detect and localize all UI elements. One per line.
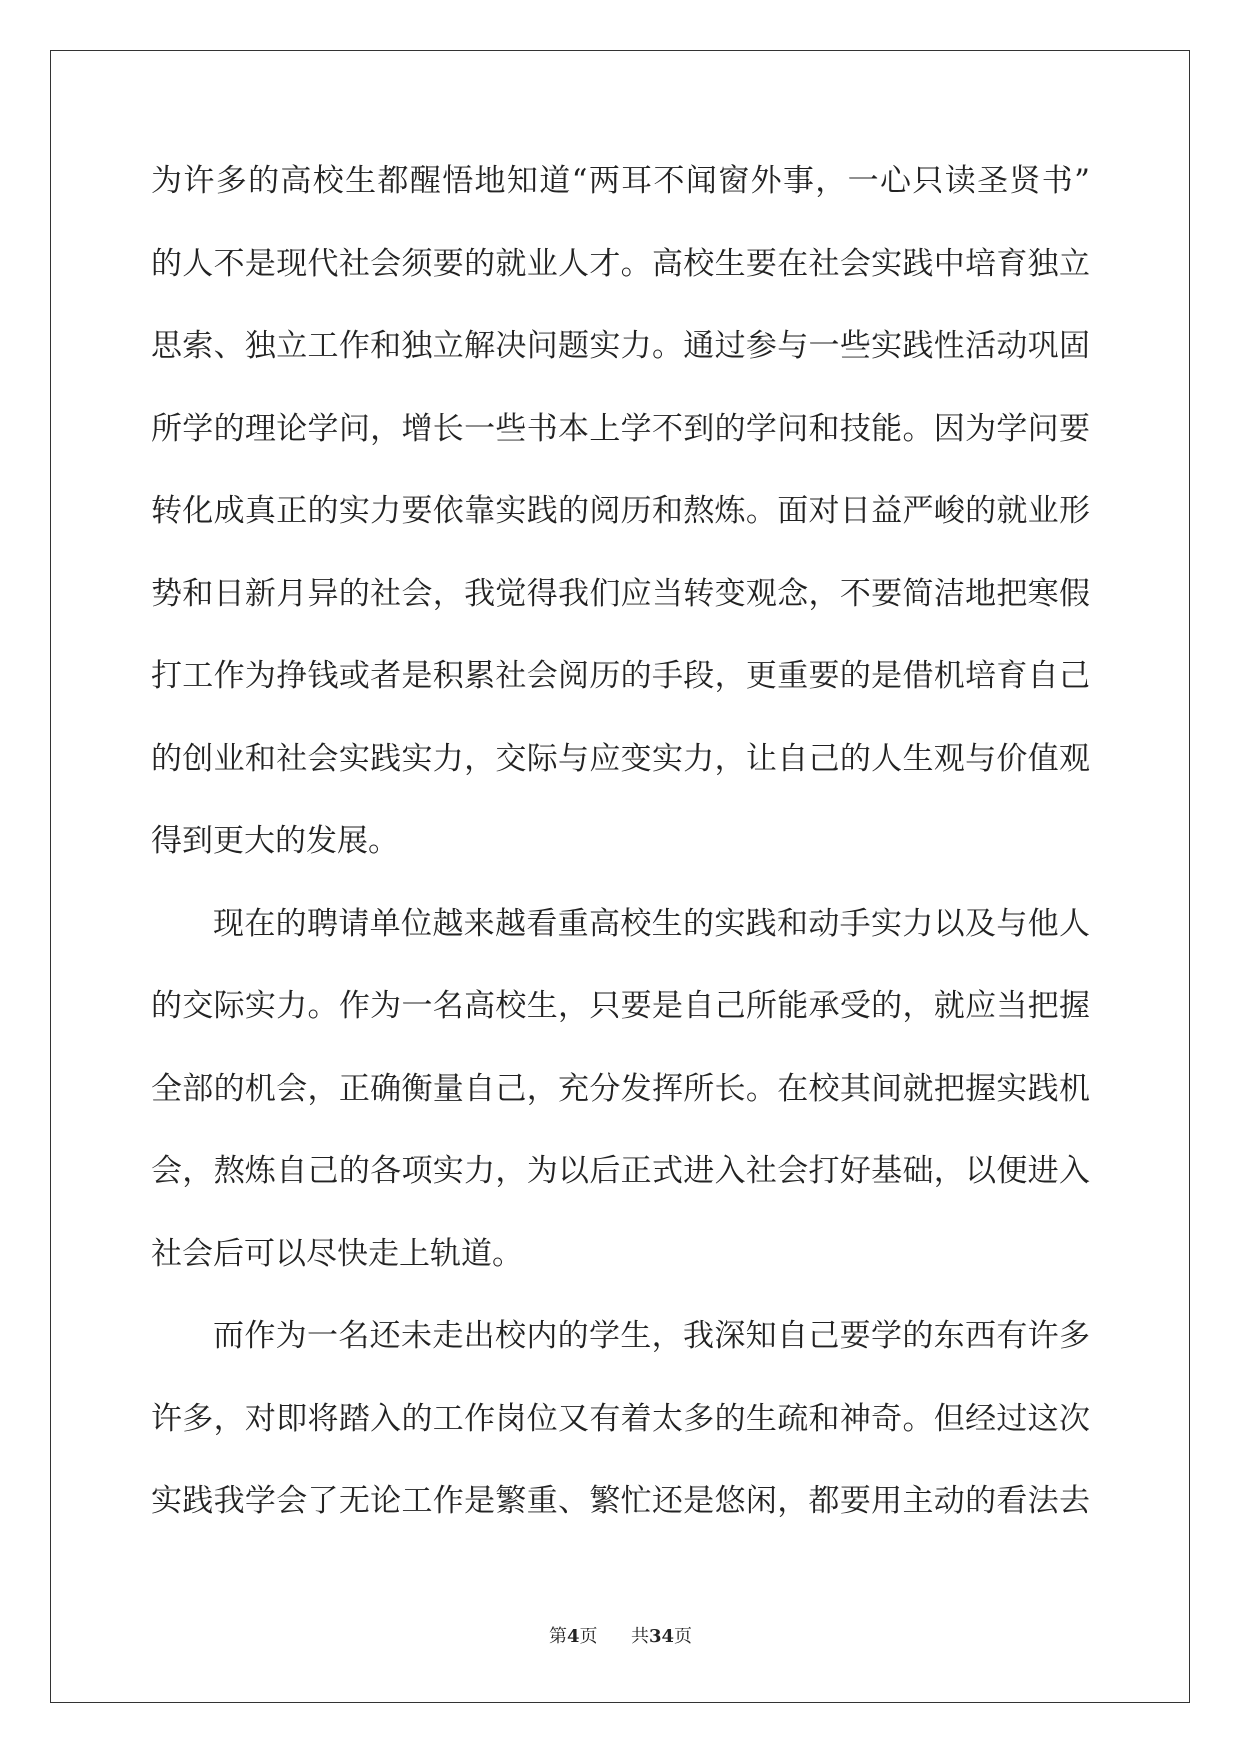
page-number: 4 — [566, 1626, 580, 1647]
text-line: 全部的机会，正确衡量自己，充分发挥所长。在校其间就把握实践机 — [151, 1070, 1090, 1107]
text-line: 许多，对即将踏入的工作岗位又有着太多的生疏和神奇。但经过这次 — [151, 1400, 1090, 1437]
text-line: 的交际实力。作为一名高校生，只要是自己所能承受的，就应当把握 — [151, 988, 1090, 1024]
paragraph-2 — [151, 903, 1090, 1316]
text-line: 现在的聘请单位越来越看重高校生的实践和动手实力以及与他人 — [213, 905, 1090, 942]
text-line: 而作为一名还未走出校内的学生，我深知自己要学的东西有许多 — [213, 1318, 1090, 1354]
total-pages: 34 — [648, 1626, 675, 1647]
text-line: 的人不是现代社会须要的就业人才。高校生要在社会实践中培育独立 — [151, 245, 1090, 282]
page-footer — [0, 1625, 1241, 1649]
total-pages-label — [631, 1626, 692, 1647]
text-line: 会，熬炼自己的各项实力，为以后正式进入社会打好基础，以便进入 — [151, 1153, 1090, 1189]
paragraph-3 — [151, 1315, 1090, 1563]
text-line: 势和日新月异的社会，我觉得我们应当转变观念，不要简洁地把寒假 — [151, 575, 1090, 612]
total-suffix: 页 — [674, 1626, 693, 1647]
page-number-label — [549, 1626, 603, 1647]
text-line: 的创业和社会实践实力，交际与应变实力，让自己的人生观与价值观 — [151, 740, 1090, 777]
text-line: 所学的理论学问，增长一些书本上学不到的学问和技能。因为学问要 — [151, 410, 1090, 447]
text-line: 转化成真正的实力要依靠实践的阅历和熬炼。面对日益严峻的就业形 — [151, 493, 1090, 529]
paragraph-1 — [151, 160, 1090, 903]
total-prefix: 共 — [630, 1626, 649, 1647]
text-line: 思索、独立工作和独立解决问题实力。通过参与一些实践性活动巩固 — [151, 328, 1090, 364]
text-line: 打工作为挣钱或者是积累社会阅历的手段，更重要的是借机培育自己 — [151, 658, 1090, 694]
text-line: 得到更大的发展。 — [151, 823, 399, 859]
text-line: 社会后可以尽快走上轨道。 — [151, 1235, 523, 1272]
text-line: 为许多的高校生都醒悟地知道“两耳不闻窗外事，一心只读圣贤书” — [151, 163, 1090, 199]
document-body — [151, 160, 1090, 1563]
text-line: 实践我学会了无论工作是繁重、繁忙还是悠闲，都要用主动的看法去 — [151, 1483, 1090, 1519]
page-prefix: 第 — [548, 1626, 567, 1647]
page-suffix: 页 — [579, 1626, 598, 1647]
